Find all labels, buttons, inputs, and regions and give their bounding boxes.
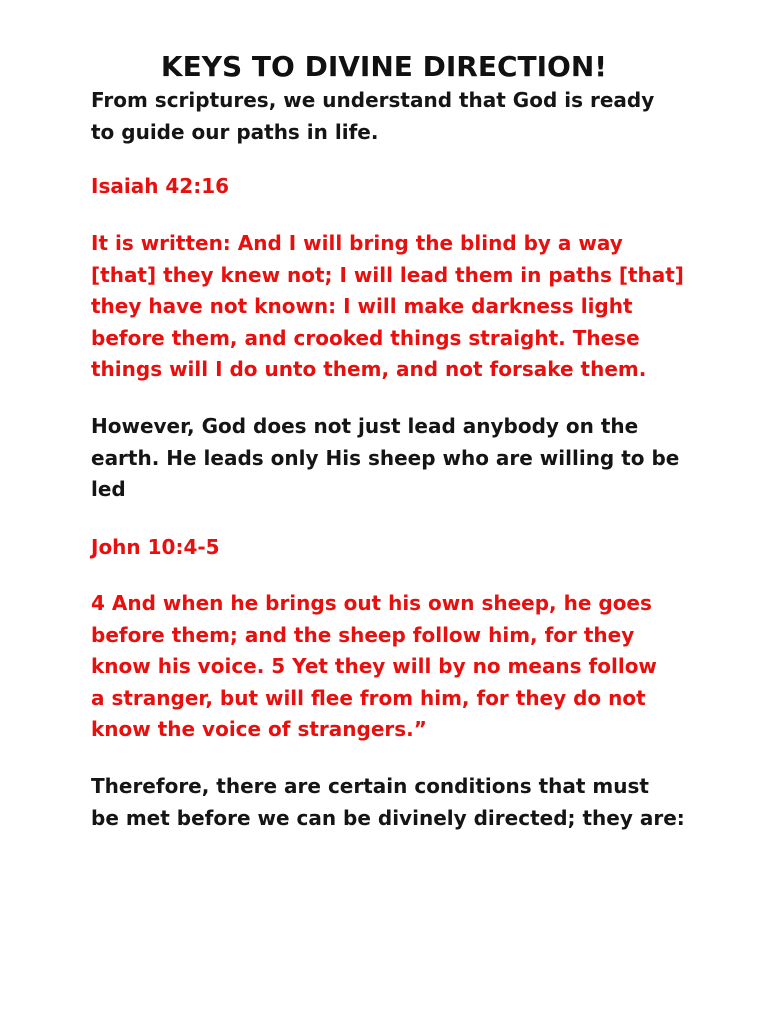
text-line: Therefore, there are certain conditions that must: [91, 774, 649, 798]
text-line: [that] they knew not; I will lead them in paths [that]: [91, 262, 684, 287]
text-line: However, God does not just lead anybody on the: [91, 414, 639, 438]
body-paragraph-therefore: [91, 771, 691, 834]
intro-paragraph: [91, 85, 691, 148]
reference-line: John 10:4-5: [91, 535, 220, 559]
text-line: It is written: And I will bring the blind by a way: [91, 231, 623, 255]
scripture-reference-john: [91, 532, 691, 564]
text-line: know his voice. 5 Yet they will by no means follow: [91, 654, 657, 678]
text-line: led: [91, 477, 126, 501]
text-line: earth. He leads only His sheep who are willing to be: [91, 445, 680, 470]
text-line: be met before we can be divinely directed; they are:: [91, 805, 685, 830]
text-line: before them, and crooked things straight. These: [91, 325, 640, 350]
text-line: know the voice of strangers.”: [91, 717, 427, 741]
scripture-reference-isaiah: [91, 171, 691, 203]
body-paragraph-however: [91, 411, 691, 506]
text-line: they have not known: I will make darkness light: [91, 294, 633, 318]
page-title: KEYS TO DIVINE DIRECTION!: [160, 49, 608, 83]
text-line: before them; and the sheep follow him, for they: [91, 622, 635, 647]
text-line: From scriptures, we understand that God is ready: [91, 88, 655, 112]
text-line: a stranger, but will flee from him, for they do not: [91, 685, 646, 710]
text-line: 4 And when he brings out his own sheep, he goes: [91, 591, 652, 615]
text-line: to guide our paths in life.: [91, 119, 379, 144]
scripture-quote-isaiah: [91, 228, 691, 386]
scripture-quote-john: [91, 588, 691, 746]
reference-line: Isaiah 42:16: [91, 174, 230, 198]
text-line: things will I do unto them, and not forsake them.: [91, 357, 647, 381]
